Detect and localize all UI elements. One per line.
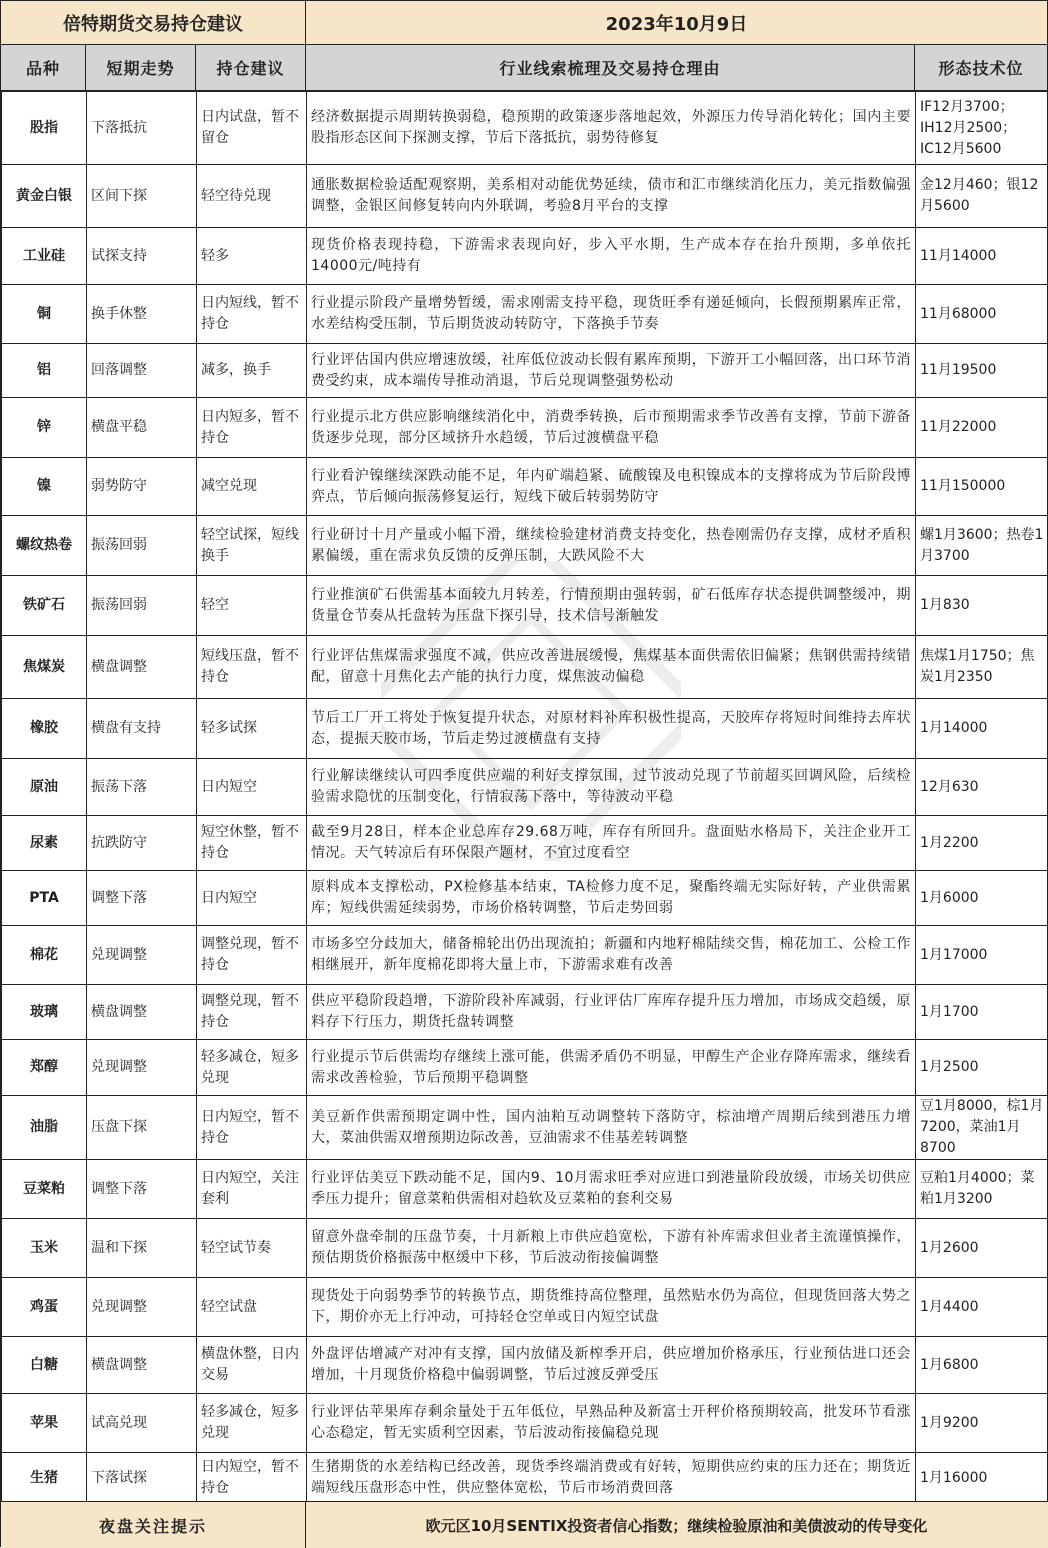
technical-level-cell: 1月6000: [916, 871, 1048, 926]
technical-level-cell: 1月16000: [916, 1453, 1048, 1504]
trend-cell: 振荡回弱: [87, 516, 197, 576]
sheet-date: 2023年10月9日: [306, 1, 1047, 45]
variety-cell: 橡胶: [2, 699, 87, 759]
table-row: [2, 926, 1048, 985]
table-row: [2, 458, 1048, 516]
technical-level-cell: 11月150000: [916, 458, 1048, 516]
technical-level-cell: 1月9200: [916, 1394, 1048, 1453]
column-header-reason: 行业线索梳理及交易持仓理由: [306, 45, 915, 91]
reason-cell: 行业提示北方供应影响继续消化中，消费季转换，后市预期需求季节改善有支撑，节前下游备货逐步兑现，部分区域挤升水趋缓，节后过渡横盘平稳: [307, 398, 916, 458]
technical-level-cell: 1月2600: [916, 1219, 1048, 1278]
table-row: [2, 816, 1048, 871]
reason-cell: 通胀数据检验适配观察期，美系相对动能优势延续，债市和汇市继续消化压力，美元指数偏强调整，金银区间修复转向内外联调，考验8月平台的支撑: [307, 165, 916, 228]
technical-level-cell: 焦煤1月1750；焦炭1月2350: [916, 636, 1048, 699]
trend-cell: 下落试探: [87, 1453, 197, 1504]
technical-level-cell: 1月1700: [916, 985, 1048, 1040]
reason-cell: 生猪期货的水差结构已经改善，现货季终端消费或有好转，短期供应约束的压力还在；期货近端短线压盘形态中性，供应整体宽松，节后市场消费回落: [307, 1453, 916, 1504]
position-cell: 日内短空，暂不持仓: [197, 1096, 307, 1160]
technical-level-cell: 11月68000: [916, 285, 1048, 344]
variety-cell: 苹果: [2, 1394, 87, 1453]
table-row: [2, 398, 1048, 458]
position-cell: 轻空试探，短线换手: [197, 516, 307, 576]
variety-cell: 油脂: [2, 1096, 87, 1160]
variety-cell: 螺纹热卷: [2, 516, 87, 576]
table-row: [2, 285, 1048, 344]
trend-cell: 横盘调整: [87, 985, 197, 1040]
trend-cell: 横盘调整: [87, 1337, 197, 1394]
variety-cell: 焦煤炭: [2, 636, 87, 699]
variety-cell: 股指: [2, 92, 87, 165]
night-session-text: 欧元区10月SENTIX投资者信心指数；继续检验原油和美债波动的传导变化: [306, 1502, 1047, 1548]
reason-cell: 行业提示节后供需均存继续上涨可能，供需矛盾仍不明显，甲醇生产企业存降库需求，继续看需求改善检验，节后预期平稳调整: [307, 1040, 916, 1096]
reason-cell: 截至9月28日，样本企业总库存29.68万吨，库存有所回升。盘面贴水格局下，关注企业开工情况。天气转凉后有环保限产题材，不宜过度看空: [307, 816, 916, 871]
variety-cell: PTA: [2, 871, 87, 926]
position-cell: 减多，换手: [197, 344, 307, 398]
position-cell: 调整兑现，暂不持仓: [197, 926, 307, 985]
trend-cell: 下落抵抗: [87, 92, 197, 165]
table-row: [2, 92, 1048, 165]
table-row: [2, 985, 1048, 1040]
position-cell: 日内短空，暂不持仓: [197, 1453, 307, 1504]
reason-cell: 现货处于向弱势季节的转换节点，期货维持高位整理，虽然贴水仍为高位，但现货回落大势之下，期价亦无上行冲动，可持轻仓空单或日内短空试盘: [307, 1278, 916, 1337]
trend-cell: 压盘下探: [87, 1096, 197, 1160]
position-cell: 轻多减仓，短多兑现: [197, 1040, 307, 1096]
trend-cell: 兑现调整: [87, 926, 197, 985]
night-session-label: 夜盘关注提示: [1, 1502, 306, 1548]
position-cell: 短空休整，暂不持仓: [197, 816, 307, 871]
variety-cell: 棉花: [2, 926, 87, 985]
reason-cell: 行业提示阶段产量增势暂缓，需求刚需支持平稳，现货旺季有递延倾向，长假预期累库正常，水差结构受压制，节后期货波动转防守，下落换手节奏: [307, 285, 916, 344]
position-cell: 轻空试节奏: [197, 1219, 307, 1278]
trend-cell: 回落调整: [87, 344, 197, 398]
reason-cell: 美豆新作供需预期定调中性，国内油粕互动调整转下落防守，棕油增产周期后续到港压力增大，菜油供需双增预期边际改善，豆油需求不佳基差转调整: [307, 1096, 916, 1160]
table-row: [2, 344, 1048, 398]
trend-cell: 试探支持: [87, 228, 197, 285]
trend-cell: 兑现调整: [87, 1278, 197, 1337]
variety-cell: 锌: [2, 398, 87, 458]
table-row: [2, 1278, 1048, 1337]
table-row: [2, 1096, 1048, 1160]
reason-cell: 供应平稳阶段趋增，下游阶段补库减弱，行业评估厂库库存提升压力增加，市场成交趋缓，原料存下行压力，期货托盘转调整: [307, 985, 916, 1040]
night-session-bar: [1, 1501, 1048, 1548]
table-row: [2, 1337, 1048, 1394]
variety-cell: 郑醇: [2, 1040, 87, 1096]
technical-level-cell: 1月6800: [916, 1337, 1048, 1394]
variety-cell: 铁矿石: [2, 576, 87, 636]
reason-cell: 留意外盘牵制的压盘节奏，十月新粮上市供应趋宽松，下游有补库需求但业者主流谨慎操作，预估期货价格振荡中枢缓中下移，节后波动衔接偏调整: [307, 1219, 916, 1278]
technical-level-cell: 1月17000: [916, 926, 1048, 985]
technical-level-cell: 螺1月3600；热卷1月3700: [916, 516, 1048, 576]
technical-level-cell: 11月22000: [916, 398, 1048, 458]
advice-table: [1, 91, 1048, 1504]
reason-cell: 行业评估焦煤需求强度不减，供应改善进展缓慢，焦煤基本面供需依旧偏紧；焦钢供需持续错配，留意十月焦化去产能的执行力度，煤焦波动偏稳: [307, 636, 916, 699]
reason-cell: 市场多空分歧加大，储备棉轮出仍出现流拍；新疆和内地籽棉陆续交售，棉花加工、公检工作相继展开，新年度棉花即将大量上市，下游需求难有改善: [307, 926, 916, 985]
variety-cell: 黄金白银: [2, 165, 87, 228]
variety-cell: 工业硅: [2, 228, 87, 285]
technical-level-cell: 12月630: [916, 759, 1048, 816]
reason-cell: 外盘评估增减产对冲有支撑，国内放储及新榨季开启，供应增加价格承压，行业预估进口还会增加，十月现货价格稳中偏弱调整，节后过渡反弹受压: [307, 1337, 916, 1394]
table-row: [2, 871, 1048, 926]
trend-cell: 温和下探: [87, 1219, 197, 1278]
trend-cell: 横盘调整: [87, 636, 197, 699]
position-cell: 轻空: [197, 576, 307, 636]
table-row: [2, 759, 1048, 816]
trend-cell: 调整下落: [87, 1160, 197, 1219]
trend-cell: 兑现调整: [87, 1040, 197, 1096]
table-row: [2, 516, 1048, 576]
variety-cell: 镍: [2, 458, 87, 516]
trend-cell: 振荡回弱: [87, 576, 197, 636]
table-row: [2, 1160, 1048, 1219]
reason-cell: 行业看沪镍继续深跌动能不足，年内矿端趋紧、硫酸镍及电积镍成本的支撑将成为节后阶段博弈点，节后倾向振荡修复运行，短线下破后转弱势防守: [307, 458, 916, 516]
position-cell: 日内短多，暂不持仓: [197, 398, 307, 458]
table-row: [2, 1394, 1048, 1453]
variety-cell: 豆菜粕: [2, 1160, 87, 1219]
position-cell: 轻多减仓，短多兑现: [197, 1394, 307, 1453]
trend-cell: 振荡下落: [87, 759, 197, 816]
reason-cell: 现货价格表现持稳，下游需求表现向好，步入平水期，生产成本存在抬升预期，多单依托14000元/吨持有: [307, 228, 916, 285]
position-cell: 日内试盘，暂不留仓: [197, 92, 307, 165]
variety-cell: 铝: [2, 344, 87, 398]
position-cell: 轻空待兑现: [197, 165, 307, 228]
position-cell: 轻多: [197, 228, 307, 285]
table-row: [2, 1040, 1048, 1096]
trend-cell: 换手休整: [87, 285, 197, 344]
table-row: [2, 228, 1048, 285]
technical-level-cell: 豆粕1月4000；菜粕1月3200: [916, 1160, 1048, 1219]
reason-cell: 经济数据提示周期转换弱稳，稳预期的政策逐步落地起效，外源压力传导消化转化；国内主要股指形态区间下探测支撑，节后下落抵抗，弱势待修复: [307, 92, 916, 165]
table-row: [2, 636, 1048, 699]
trend-cell: 试高兑现: [87, 1394, 197, 1453]
reason-cell: 行业解读继续认可四季度供应端的利好支撑氛围，过节波动兑现了节前超买回调风险，后续检验需求隐忧的压制变化，行情寂荡下落中，等待波动平稳: [307, 759, 916, 816]
variety-cell: 鸡蛋: [2, 1278, 87, 1337]
trend-cell: 弱势防守: [87, 458, 197, 516]
variety-cell: 玻璃: [2, 985, 87, 1040]
trend-cell: 横盘平稳: [87, 398, 197, 458]
variety-cell: 原油: [2, 759, 87, 816]
trend-cell: 抗跌防守: [87, 816, 197, 871]
trend-cell: 区间下探: [87, 165, 197, 228]
reason-cell: 节后工厂开工将处于恢复提升状态，对原材料补库积极性提高，天胶库存将短时间维持去库状态，提振天胶市场，节后走势过渡横盘有支持: [307, 699, 916, 759]
column-header-position: 持仓建议: [196, 45, 306, 91]
technical-level-cell: 1月2500: [916, 1040, 1048, 1096]
technical-level-cell: 1月830: [916, 576, 1048, 636]
reason-cell: 行业评估美豆下跌动能不足，国内9、10月需求旺季对应进口到港量阶段放缓，市场关切供应季压力提升；留意菜粕供需相对趋软及豆菜粕的套利交易: [307, 1160, 916, 1219]
position-cell: 调整兑现，暂不持仓: [197, 985, 307, 1040]
table-row: [2, 576, 1048, 636]
position-cell: 轻空试盘: [197, 1278, 307, 1337]
table-row: [2, 1219, 1048, 1278]
technical-level-cell: 1月14000: [916, 699, 1048, 759]
position-cell: 横盘休整，日内交易: [197, 1337, 307, 1394]
variety-cell: 生猪: [2, 1453, 87, 1504]
column-header-trend: 短期走势: [86, 45, 196, 91]
table-row: [2, 1453, 1048, 1504]
position-cell: 日内短空，关注套利: [197, 1160, 307, 1219]
technical-level-cell: 1月4400: [916, 1278, 1048, 1337]
position-cell: 日内短空: [197, 759, 307, 816]
variety-cell: 铜: [2, 285, 87, 344]
variety-cell: 尿素: [2, 816, 87, 871]
reason-cell: 行业评估苹果库存剩余量处于五年低位，早熟品种及新富士开秤价格预期较高，批发环节看涨心态稳定，暂无实质利空因素，节后波动衔接偏稳兑现: [307, 1394, 916, 1453]
sheet-title: 倍特期货交易持仓建议: [1, 1, 306, 45]
technical-level-cell: 豆1月8000，棕1月7200，菜油1月8700: [916, 1096, 1048, 1160]
table-row: [2, 699, 1048, 759]
technical-level-cell: 金12月460；银12月5600: [916, 165, 1048, 228]
trend-cell: 横盘有支持: [87, 699, 197, 759]
position-cell: 轻多试探: [197, 699, 307, 759]
reason-cell: 行业评估国内供应增速放缓，社库低位波动长假有累库预期，下游开工小幅回落，出口环节消费受约束，成本端传导推动消退，节后兑现调整强势松动: [307, 344, 916, 398]
reason-cell: 行业研讨十月产量或小幅下滑，继续检验建材消费支持变化，热卷刚需仍存支撑，成材矛盾积累偏缓，重在需求负反馈的反弹压制，大跌风险不大: [307, 516, 916, 576]
table-row: [2, 165, 1048, 228]
position-cell: 短线压盘，暂不持仓: [197, 636, 307, 699]
column-header-technical: 形态技术位: [915, 45, 1047, 91]
position-cell: 日内短空: [197, 871, 307, 926]
technical-level-cell: IF12月3700；IH12月2500；IC12月5600: [916, 92, 1048, 165]
position-cell: 减空兑现: [197, 458, 307, 516]
trend-cell: 调整下落: [87, 871, 197, 926]
reason-cell: 原料成本支撑松动，PX检修基本结束，TA检修力度不足，聚酯终端无实际好转，产业供需累库；短线供需延续弱势，市场价格转调整，节后走势回弱: [307, 871, 916, 926]
reason-cell: 行业推演矿石供需基本面较九月转差，行情预期由强转弱，矿石低库存状态提供调整缓冲，期货量仓节奏从托盘转为压盘下探引导，技术信号渐触发: [307, 576, 916, 636]
column-header-variety: 品种: [1, 45, 86, 91]
technical-level-cell: 11月19500: [916, 344, 1048, 398]
technical-level-cell: 1月2200: [916, 816, 1048, 871]
variety-cell: 白糖: [2, 1337, 87, 1394]
technical-level-cell: 11月14000: [916, 228, 1048, 285]
variety-cell: 玉米: [2, 1219, 87, 1278]
position-cell: 日内短线，暂不持仓: [197, 285, 307, 344]
